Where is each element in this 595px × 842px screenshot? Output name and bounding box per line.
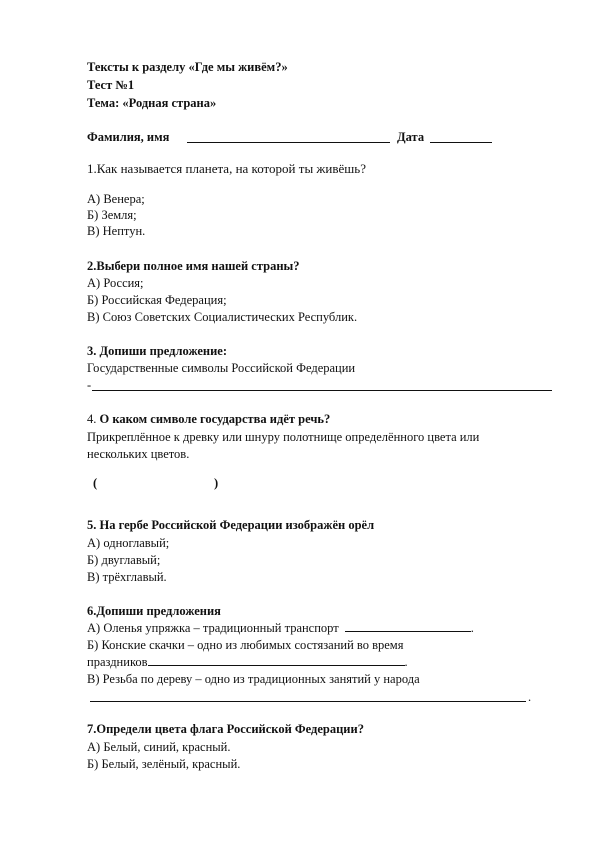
- q3-answer-line[interactable]: [92, 390, 552, 391]
- question-6: 6.Допиши предложения: [87, 604, 221, 618]
- q5-option-b: Б) двуглавый;: [87, 553, 161, 567]
- q6-item-b-end: .: [404, 655, 408, 669]
- q2-option-c: В) Союз Советских Социалистических Республик.: [87, 310, 358, 324]
- question-5: 5. На гербе Российской Федерации изображён орёл: [87, 518, 375, 532]
- q6-item-c-blank[interactable]: [90, 701, 526, 702]
- section-title: Тексты к разделу «Где мы живём?»: [87, 60, 288, 74]
- q6-item-c: В) Резьба по дереву – одно из традиционных занятий у народа: [87, 672, 420, 686]
- question-4: [87, 412, 330, 426]
- q1-option-a: А) Венера;: [87, 192, 145, 206]
- q6-item-b-text: праздников: [87, 655, 148, 669]
- q4-paren-open: (: [93, 476, 98, 490]
- q6-item-a-end: .: [470, 621, 474, 635]
- q4-paren-close: ): [214, 476, 219, 490]
- q5-option-a: А) одноглавый;: [87, 536, 170, 550]
- q4-line-1: Прикреплённое к древку или шнуру полотнище определённого цвета или: [87, 430, 480, 444]
- q2-option-b: Б) Российская Федерация;: [87, 293, 227, 307]
- question-7: 7.Определи цвета флага Российской Федерации?: [87, 722, 364, 736]
- q7-option-b: Б) Белый, зелёный, красный.: [87, 757, 241, 771]
- date-label: Дата: [397, 130, 425, 144]
- test-number: Тест №1: [87, 78, 135, 92]
- q4-line-2: нескольких цветов.: [87, 447, 190, 461]
- q5-option-c: В) трёхглавый.: [87, 570, 167, 584]
- date-blank-line[interactable]: [430, 142, 492, 143]
- q6-item-b-line-1: Б) Конские скачки – одно из любимых состязаний во время: [87, 638, 404, 652]
- q3-dash: -: [87, 378, 92, 392]
- q1-option-c: В) Нептун.: [87, 224, 146, 238]
- q2-option-a: А) Россия;: [87, 276, 144, 290]
- question-1: 1.Как называется планета, на которой ты живёшь?: [87, 161, 366, 176]
- question-2: 2.Выбери полное имя нашей страны?: [87, 259, 300, 273]
- q6-item-a: [87, 621, 474, 635]
- name-blank-line[interactable]: [187, 142, 390, 143]
- question-3: 3. Допиши предложение:: [87, 344, 228, 358]
- q4-answer-space[interactable]: [103, 488, 211, 489]
- q1-option-b: Б) Земля;: [87, 208, 137, 222]
- q4-number: 4.: [87, 412, 97, 426]
- q6-item-b-blank[interactable]: [148, 655, 405, 666]
- q6-item-b-line-2: [87, 655, 408, 669]
- q6-item-c-end: .: [528, 690, 532, 704]
- q4-text: О каком символе государства идёт речь?: [99, 412, 331, 426]
- topic-title: Тема: «Родная страна»: [87, 96, 217, 110]
- q6-item-a-text: А) Оленья упряжка – традиционный транспорт: [87, 621, 339, 635]
- q7-option-a: А) Белый, синий, красный.: [87, 740, 231, 754]
- q6-item-a-blank[interactable]: [345, 621, 471, 632]
- q3-sentence: Государственные символы Российской Федерации: [87, 361, 356, 375]
- name-label: Фамилия, имя: [87, 130, 170, 144]
